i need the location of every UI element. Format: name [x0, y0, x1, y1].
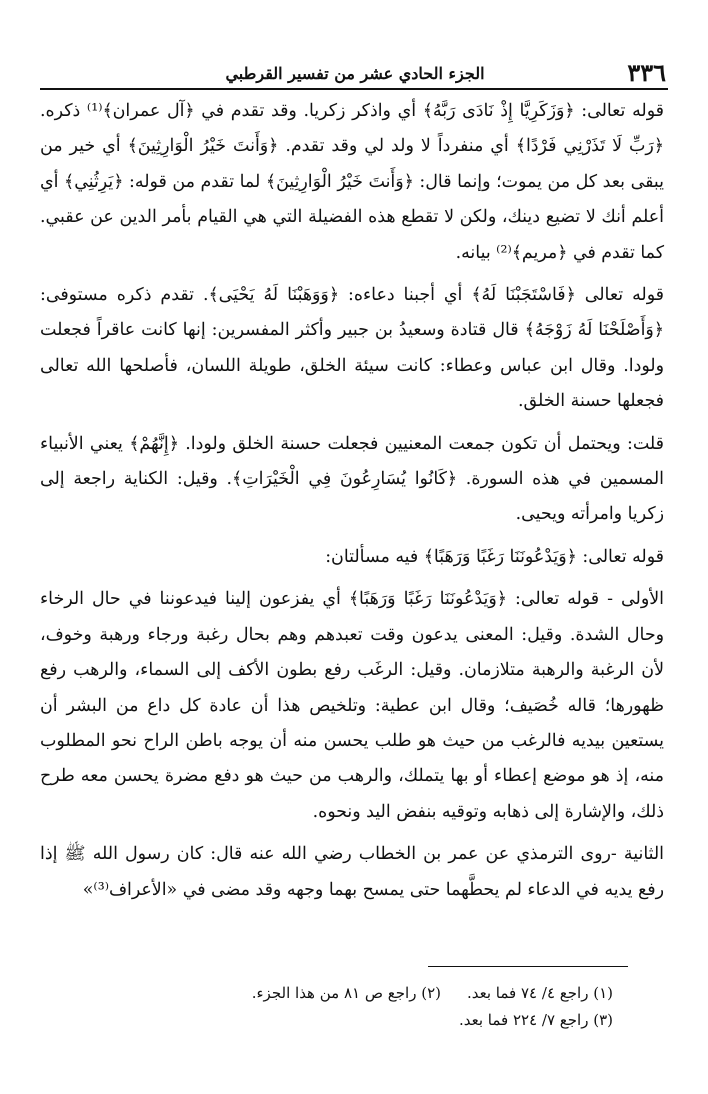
- footnote-1: (١) راجع ٤/ ٧٤ فما بعد.: [466, 984, 613, 1002]
- header-rule: [40, 88, 668, 90]
- footnote-2: (٢) راجع ص ٨١ من هذا الجزء.: [251, 984, 441, 1002]
- paragraph: قوله تعالى: ﴿وَيَدْعُونَنَا رَغَبًا وَرَهَبًا﴾ فيه مسألتان:: [325, 546, 664, 567]
- footnotes: [40, 980, 613, 1034]
- paragraph: الأولى - قوله تعالى: ﴿وَيَدْعُونَنَا رَغَبًا وَرَهَبًا﴾ أي يفزعون إلينا فيدعوننا في حال الرخاء وحال الشدة. وقيل: المعنى يدعون وقت تعبدهم وهم بحال رغبة ورجاء ورهبة وخوف، لأن الرغبة والرهبة متلازمان. وقيل: الرغَب رفع بطون الأكف إلى السماء، والرهب رفع ظهورها؛ قاله خُصَيف؛ وقال ابن عطية: وتلخيص هذا أن عادة كل داع من البشر أن يستعين بيديه فالرغب من حيث هو طلب يحسن منه أن يوجه باطن الراح نحو المطلوب منه، إذ هو موضع إعطاء أو بها يتملك، والرهب من حيث هو دفع مضرة يحسن معه طرح ذلك، والإشارة إلى ذهابه وتوقيه بنفض اليد ونحوه.: [40, 589, 664, 822]
- page-number: ٣٣٦: [627, 58, 666, 87]
- footnote-rule: [428, 966, 628, 967]
- paragraph: الثانية -روى الترمذي عن عمر بن الخطاب رضي الله عنه قال: كان رسول الله ﷺ إذا رفع يديه في الدعاء لم يحطَّهما حتى يمسح بهما وجهه وقد مضى في «الأعراف⁽³⁾»: [40, 844, 664, 900]
- running-title: الجزء الحادي عشر من تفسير القرطبي: [225, 64, 485, 83]
- paragraph: قوله تعالى ﴿فَاسْتَجَبْنَا لَهُ﴾ أي أجبنا دعاءه: ﴿وَوَهَبْنَا لَهُ يَحْيَى﴾. تقدم ذكره مستوفى: ﴿وَأَصْلَحْنَا لَهُ زَوْجَهُ﴾ قال قتادة وسعيدُ بن جبير وأكثر المفسرين: إنها كانت عاقراً فجعلت ولودا. وقال ابن عباس وعطاء: كانت سيئة الخلق، طويلة اللسان، فأصلحها الله تعالى فجعلها حسنة الخلق.: [40, 285, 665, 412]
- page-header: [44, 58, 666, 88]
- paragraph: قوله تعالى: ﴿وَزَكَرِيَّا إِذْ نَادَى رَبَّهُ﴾ أي واذكر زكريا. وقد تقدم في ﴿آل عمران﴾⁽¹⁾ ذكره. ﴿رَبِّ لَا تَذَرْنِي فَرْدًا﴾ أي منفرداً لا ولد لي وقد تقدم. ﴿وَأَنتَ خَيْرُ الْوَارِثِينَ﴾ أي خير من يبقى بعد كل من يموت؛ وإنما قال: ﴿وَأَنتَ خَيْرُ الْوَارِثِينَ﴾ لما تقدم من قوله: ﴿يَرِثُنِي﴾ أي أعلم أنك لا تضيع دينك، ولكن لا تقطع هذه الفضيلة التي هي القيام بأمر الدين عن عقبي. كما تقدم في ﴿مريم﴾⁽²⁾ بيانه.: [40, 101, 664, 263]
- footnote-3: (٣) راجع ٧/ ٢٢٤ فما بعد.: [458, 1011, 613, 1029]
- paragraph: قلت: ويحتمل أن تكون جمعت المعنيين فجعلت حسنة الخلق ولودا. ﴿إِنَّهُمْ﴾ يعني الأنبياء المسمين في هذه السورة. ﴿كَانُوا يُسَارِعُونَ فِي الْخَيْرَاتِ﴾. وقيل: الكناية راجعة إلى زكريا وامرأته ويحيى.: [40, 433, 664, 525]
- page-body: [40, 94, 664, 908]
